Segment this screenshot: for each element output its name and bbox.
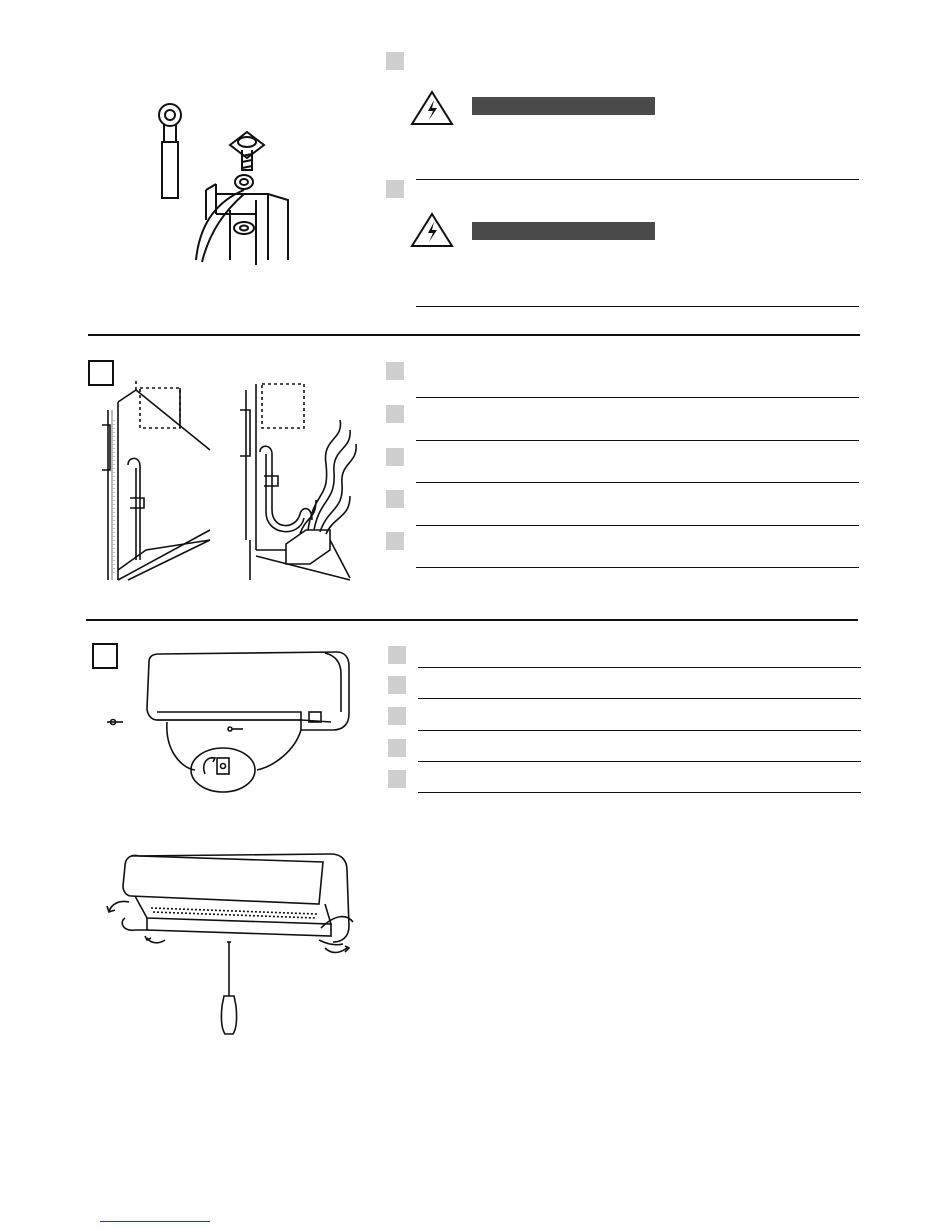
lightning-warning-icon: [410, 90, 454, 126]
step-marker: [386, 405, 404, 423]
step-marker: [386, 490, 404, 508]
divider: [418, 730, 861, 731]
divider: [416, 567, 859, 568]
section-separator: [88, 334, 860, 336]
divider: [416, 440, 859, 441]
divider: [416, 306, 859, 307]
terminal-connection-illustration: [140, 90, 320, 275]
step-marker: [386, 52, 404, 70]
indoor-unit-screw-illustration: [105, 650, 355, 795]
warning-label-bar: [472, 222, 655, 240]
step-marker: [386, 532, 404, 550]
section-separator: [86, 619, 858, 621]
lightning-warning-icon: [410, 212, 454, 248]
front-panel-removal-illustration: [95, 850, 365, 1045]
divider: [416, 525, 859, 526]
divider: [418, 792, 861, 793]
divider: [418, 698, 861, 699]
step-marker: [388, 707, 406, 725]
step-marker: [388, 770, 406, 788]
divider: [416, 179, 859, 180]
drain-hose-illustration: [100, 380, 360, 590]
divider: [416, 397, 859, 398]
step-marker: [386, 180, 404, 198]
step-marker: [388, 676, 406, 694]
step-marker: [388, 739, 406, 757]
step-marker: [386, 362, 404, 380]
divider: [418, 667, 861, 668]
step-marker: [388, 646, 406, 664]
footer-link-underline[interactable]: [100, 1221, 210, 1222]
divider: [416, 482, 859, 483]
warning-label-bar: [472, 97, 655, 115]
step-marker: [386, 448, 404, 466]
divider: [418, 761, 861, 762]
